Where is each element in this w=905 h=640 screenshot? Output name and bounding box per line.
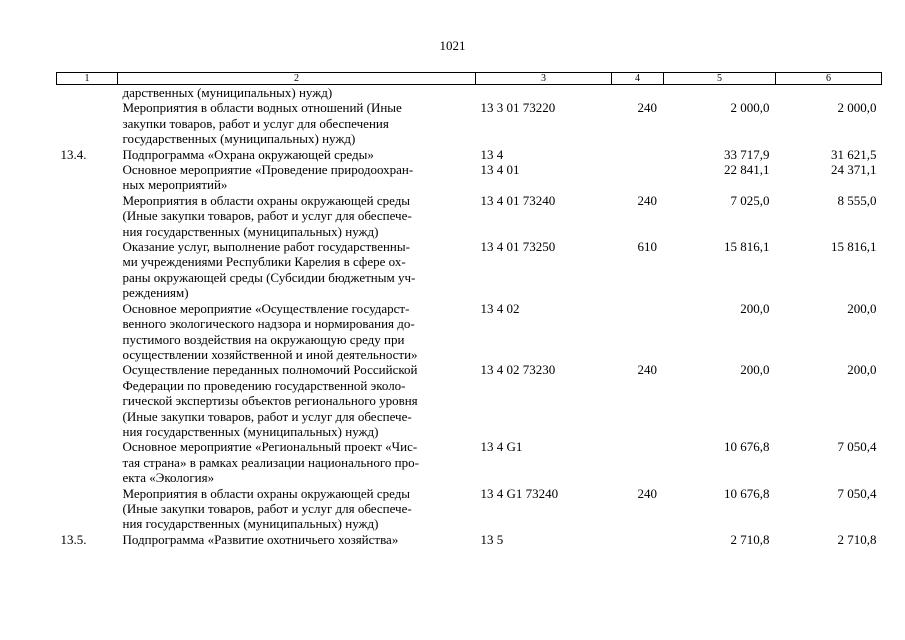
- amount-year2-cell: 200,0: [847, 300, 877, 316]
- row-number-cell: [57, 439, 118, 485]
- row-name-line: (Иные закупки товаров, работ и услуг для обеспече-: [122, 208, 412, 224]
- row-number-cell: 13.5.: [60, 531, 87, 547]
- row-name-line: государственных (муниципальных) нужд): [122, 131, 356, 147]
- row-number-cell: [57, 162, 118, 193]
- row-name-line: (Иные закупки товаров, работ и услуг для обеспече-: [122, 408, 412, 424]
- code-cell: 13 4 01 73240: [480, 192, 556, 208]
- row-name-cell: [118, 193, 476, 239]
- expense-type-cell: 240: [637, 362, 657, 378]
- column-header: 4: [612, 73, 664, 85]
- row-name-line: Мероприятия в области охраны окружающей среды: [122, 485, 411, 501]
- row-name-line: Подпрограмма «Развитие охотничьего хозяйства»: [122, 531, 399, 547]
- row-name-line: Оказание услуг, выполнение работ государственны-: [122, 239, 410, 255]
- amount-year1-cell: 200,0: [740, 300, 770, 316]
- amount-year1-cell: 200,0: [740, 362, 770, 378]
- row-name-line: тая страна» в рамках реализации национального про-: [122, 454, 419, 470]
- table-row: [57, 162, 882, 193]
- amount-year2-cell: 8 555,0: [837, 192, 877, 208]
- row-name-cell: [118, 362, 476, 439]
- amount-year2-cell: [776, 85, 882, 101]
- row-name-line: дарственных (муниципальных) нужд): [122, 85, 333, 100]
- table-body: [57, 85, 882, 548]
- expense-type-cell: 240: [637, 192, 657, 208]
- amount-year1-cell: 2 710,8: [730, 531, 770, 547]
- row-name-cell: [118, 100, 476, 146]
- row-name-line: Федерации по проведению государственной эколо-: [122, 377, 406, 393]
- code-cell: 13 4 G1 73240: [480, 485, 559, 501]
- table-row: [57, 486, 882, 532]
- expense-type-cell: 240: [637, 485, 657, 501]
- expense-type-cell: [612, 301, 664, 363]
- row-name-line: раны окружающей среды (Субсидии бюджетным уч-: [122, 269, 416, 285]
- row-name-line: Мероприятия в области охраны окружающей среды: [122, 192, 411, 208]
- code-cell: 13 4 G1: [480, 439, 523, 455]
- column-header: 1: [57, 73, 118, 85]
- row-name-line: гической экспертизы объектов регионального уровня: [122, 393, 418, 409]
- expense-type-cell: [612, 439, 664, 485]
- table-header-row: [57, 73, 882, 85]
- row-number-cell: [57, 362, 118, 439]
- amount-year2-cell: 31 621,5: [831, 146, 877, 162]
- amount-year1-cell: 2 000,0: [730, 100, 770, 116]
- row-name-line: Основное мероприятие «Осуществление государст-: [122, 300, 410, 316]
- row-name-cell: [118, 85, 476, 101]
- row-name-line: Основное мероприятие «Проведение природоохран-: [122, 162, 414, 178]
- expense-type-cell: [612, 162, 664, 193]
- table-row: [57, 239, 882, 301]
- code-cell: [476, 85, 612, 101]
- code-cell: 13 4 02 73230: [480, 362, 556, 378]
- expense-type-cell: [612, 147, 664, 162]
- row-name-line: ми учреждениями Республики Карелия в сфере ох-: [122, 254, 406, 270]
- code-cell: 13 5: [480, 531, 504, 547]
- amount-year2-cell: 7 050,4: [837, 485, 877, 501]
- table-row: [57, 85, 882, 101]
- table-row: [57, 147, 882, 162]
- amount-year2-cell: 2 710,8: [837, 531, 877, 547]
- amount-year1-cell: 33 717,9: [724, 146, 770, 162]
- amount-year1-cell: [664, 85, 776, 101]
- amount-year1-cell: 22 841,1: [724, 162, 770, 178]
- table-row: [57, 100, 882, 146]
- row-name-cell: [118, 532, 476, 547]
- row-name-line: екта «Экология»: [122, 470, 215, 486]
- row-name-cell: [118, 147, 476, 162]
- row-name-line: Основное мероприятие «Региональный проект «Чис-: [122, 439, 418, 455]
- row-number-cell: [57, 100, 118, 146]
- amount-year2-cell: 7 050,4: [837, 439, 877, 455]
- table-row: [57, 439, 882, 485]
- code-cell: 13 4 02: [480, 300, 520, 316]
- row-name-line: венного экологического надзора и нормирования до-: [122, 316, 415, 332]
- row-name-cell: [118, 439, 476, 485]
- amount-year1-cell: 15 816,1: [724, 239, 770, 255]
- amount-year2-cell: 2 000,0: [837, 100, 877, 116]
- expense-type-cell: [612, 532, 664, 547]
- column-header: 2: [118, 73, 476, 85]
- table-row: [57, 301, 882, 363]
- row-name-line: пустимого воздействия на окружающую среду при: [122, 331, 405, 347]
- row-name-line: ных мероприятий»: [122, 177, 228, 193]
- row-name-line: реждениям): [122, 285, 189, 301]
- row-name-line: ния государственных (муниципальных) нужд): [122, 423, 379, 439]
- row-name-line: Осуществление переданных полномочий Российской: [122, 362, 418, 378]
- code-cell: 13 4 01: [480, 162, 520, 178]
- page-number: 1021: [439, 38, 466, 53]
- row-number-cell: 13.4.: [60, 146, 87, 162]
- row-name-line: (Иные закупки товаров, работ и услуг для обеспече-: [122, 500, 412, 516]
- row-name-line: ния государственных (муниципальных) нужд): [122, 516, 379, 532]
- row-name-cell: [118, 239, 476, 301]
- amount-year1-cell: 7 025,0: [730, 192, 770, 208]
- amount-year1-cell: 10 676,8: [724, 439, 770, 455]
- row-number-cell: [57, 239, 118, 301]
- code-cell: 13 3 01 73220: [480, 100, 556, 116]
- row-name-line: закупки товаров, работ и услуг для обеспечения: [122, 115, 389, 131]
- row-name-cell: [118, 301, 476, 363]
- code-cell: 13 4: [480, 146, 504, 162]
- column-header: 5: [664, 73, 776, 85]
- amount-year2-cell: 200,0: [847, 362, 877, 378]
- row-name-cell: [118, 162, 476, 193]
- table-row: [57, 193, 882, 239]
- column-header: 3: [476, 73, 612, 85]
- code-cell: 13 4 01 73250: [480, 239, 556, 255]
- amount-year1-cell: 10 676,8: [724, 485, 770, 501]
- amount-year2-cell: 15 816,1: [831, 239, 877, 255]
- row-name-line: Подпрограмма «Охрана окружающей среды»: [122, 146, 374, 162]
- row-name-line: осуществлении хозяйственной и иной деятельности»: [122, 346, 418, 362]
- row-name-line: Мероприятия в области водных отношений (Иные: [122, 100, 402, 116]
- expense-type-cell: 240: [637, 100, 657, 116]
- table-row: [57, 532, 882, 547]
- table-row: [57, 362, 882, 439]
- amount-year2-cell: 24 371,1: [831, 162, 877, 178]
- column-header: 6: [776, 73, 882, 85]
- row-number-cell: [57, 301, 118, 363]
- budget-table: [56, 72, 882, 547]
- row-number-cell: [57, 486, 118, 532]
- expense-type-cell: [612, 85, 664, 101]
- row-name-cell: [118, 486, 476, 532]
- row-number-cell: [57, 85, 118, 101]
- row-number-cell: [57, 193, 118, 239]
- row-name-line: ния государственных (муниципальных) нужд): [122, 223, 379, 239]
- expense-type-cell: 610: [637, 239, 657, 255]
